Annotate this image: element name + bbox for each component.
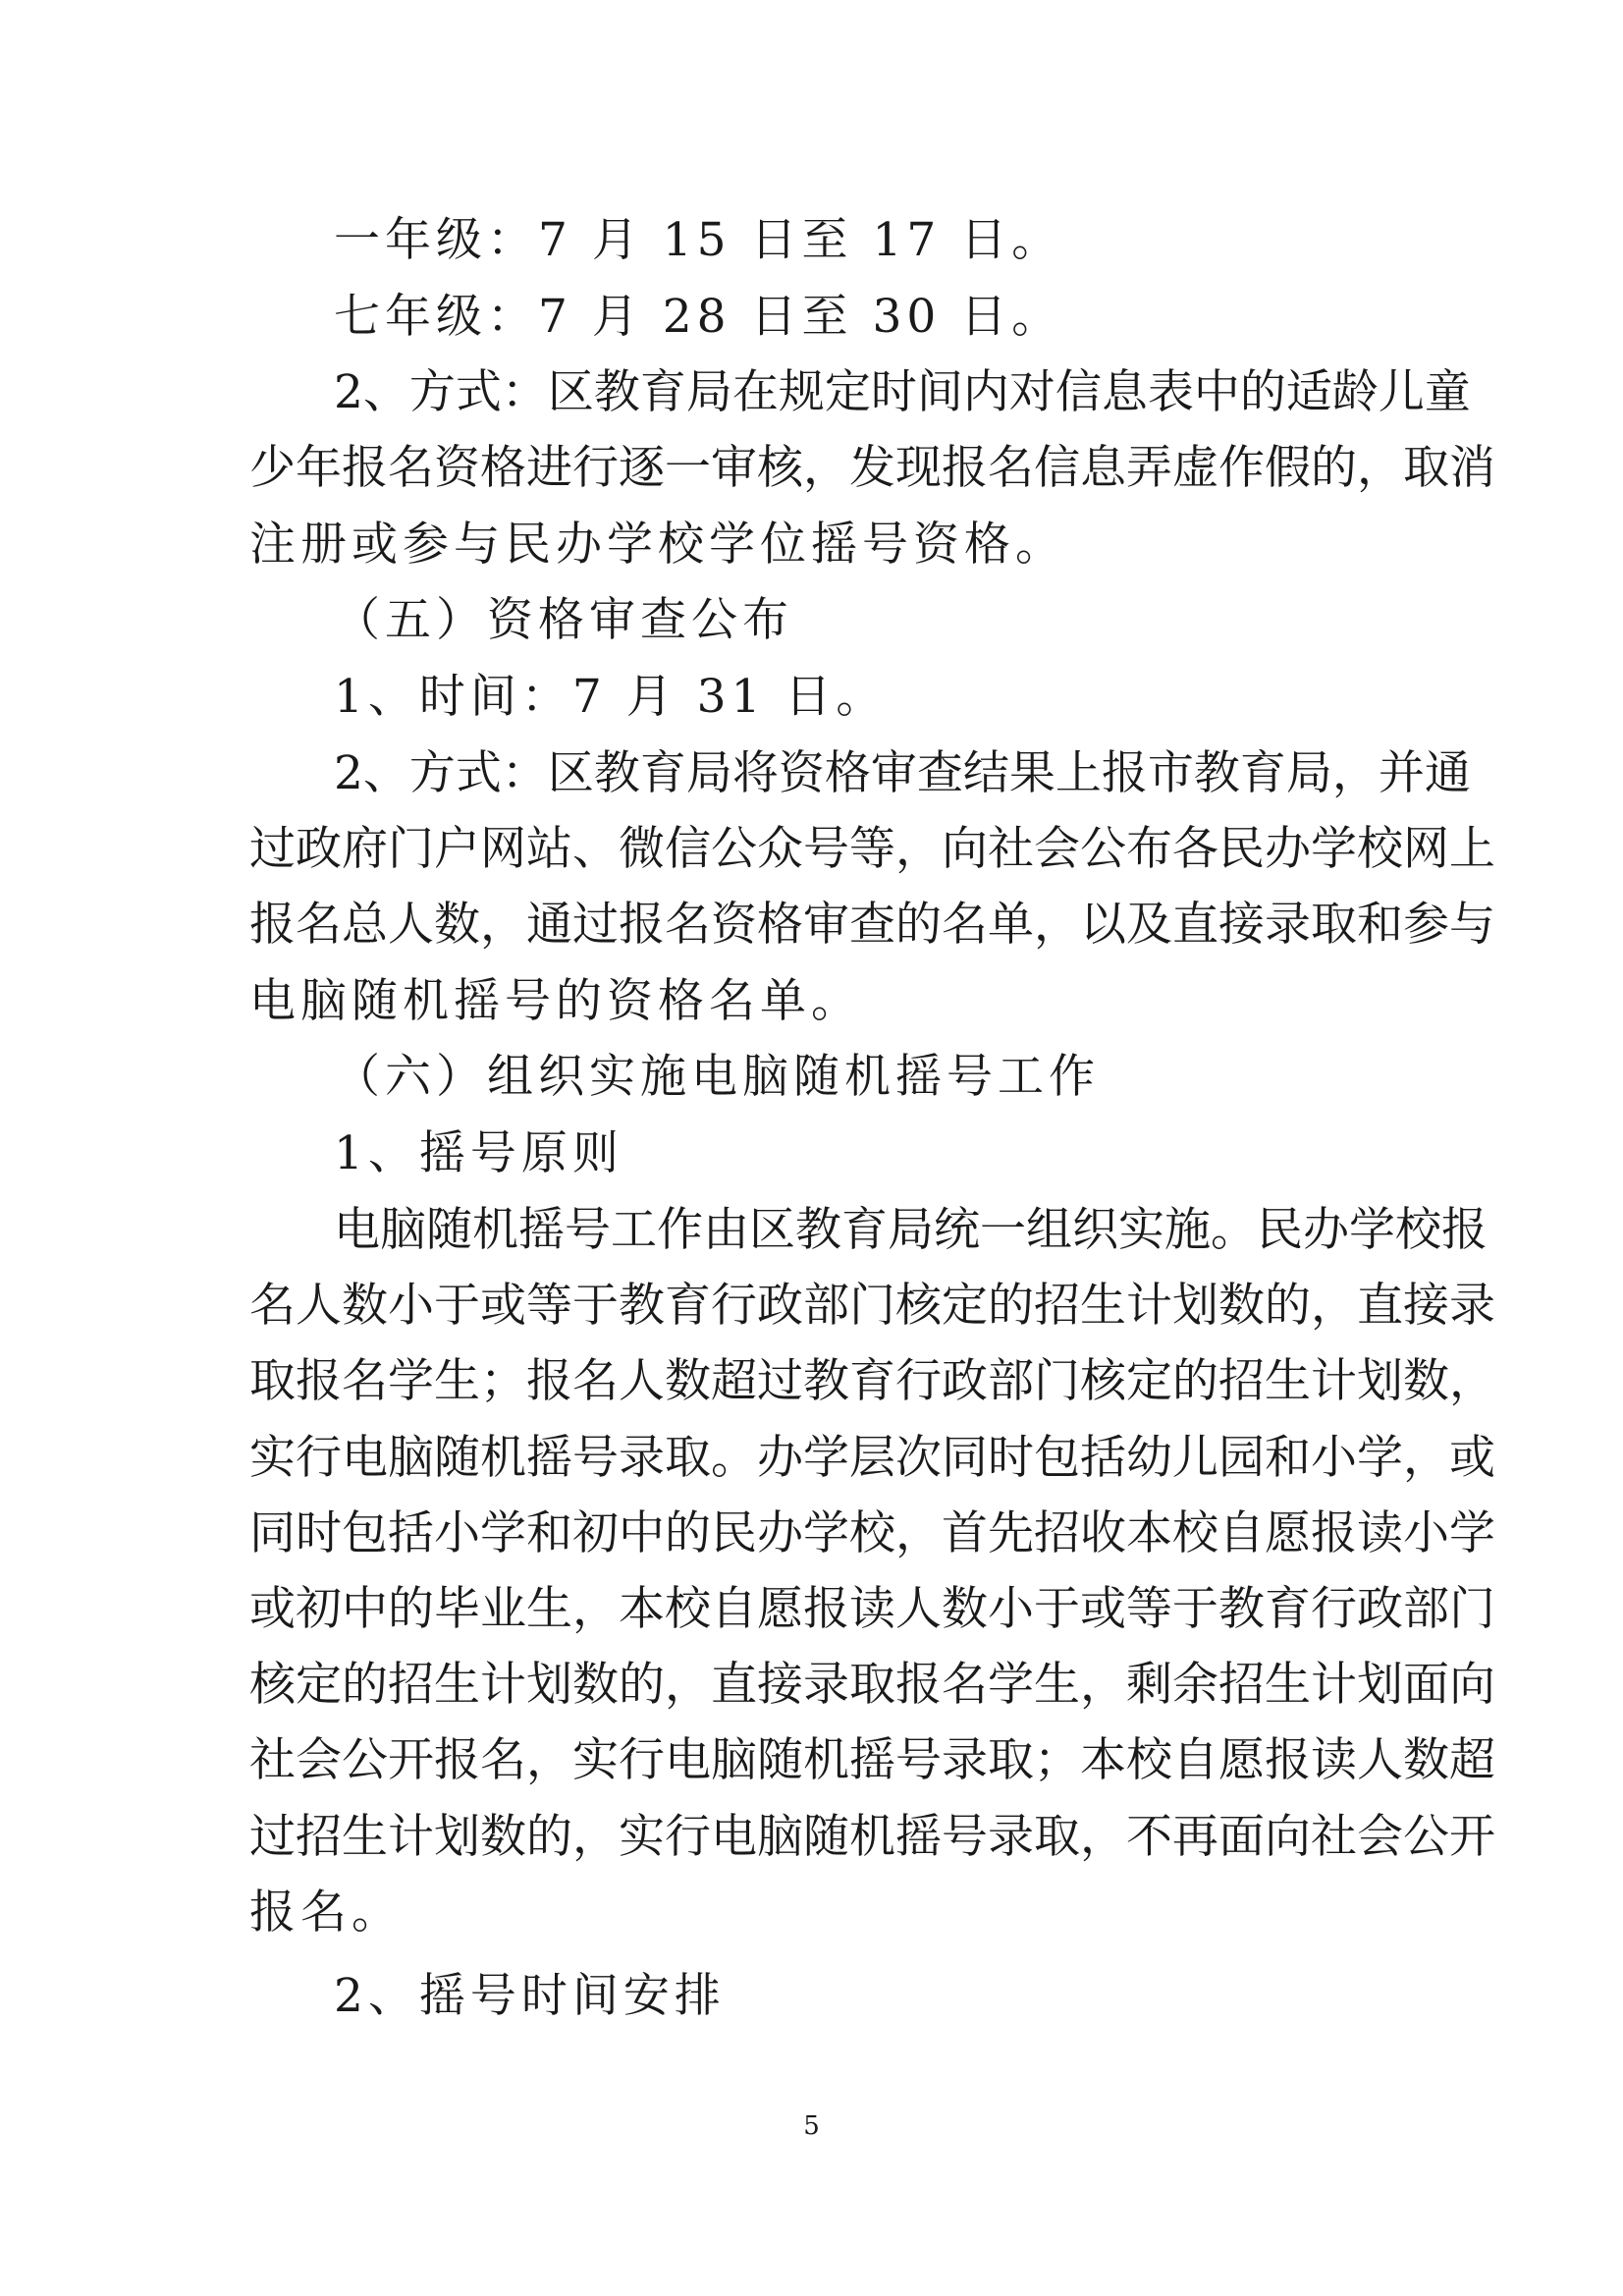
section-heading: （五）资格审查公布 <box>334 593 793 647</box>
text-line: 过招生计划数的，实行电脑随机摇号录取，不再面向社会公开 <box>249 1810 1495 1864</box>
text-line: 报名。 <box>249 1886 403 1940</box>
text-line: 少年报名资格进行逐一审核，发现报名信息弄虚作假的，取消 <box>249 441 1495 495</box>
text-line: 同时包括小学和初中的民办学校，首先招收本校自愿报读小学 <box>249 1506 1495 1560</box>
text-line: 实行电脑随机摇号录取。办学层次同时包括幼儿园和小学，或 <box>249 1431 1495 1485</box>
subsection-heading: 1、摇号原则 <box>334 1126 623 1180</box>
text-line: 2、方式：区教育局在规定时间内对信息表中的适龄儿童 <box>334 365 1471 419</box>
text-line: 报名总人数，通过报名资格审查的名单，以及直接录取和参与 <box>249 898 1495 952</box>
text-line: 电脑随机摇号工作由区教育局统一组织实施。民办学校报 <box>334 1203 1488 1257</box>
text-line: 电脑随机摇号的资格名单。 <box>249 974 862 1028</box>
text-line: 名人数小于或等于教育行政部门核定的招生计划数的，直接录 <box>249 1279 1495 1333</box>
subsection-heading: 2、摇号时间安排 <box>334 1969 726 2023</box>
text-line: 七年级：7 月 28 日至 30 日。 <box>334 290 1063 344</box>
text-line: 注册或参与民办学校学位摇号资格。 <box>249 518 1066 572</box>
text-line: 社会公开报名，实行电脑随机摇号录取；本校自愿报读人数超 <box>249 1733 1495 1787</box>
text-line: 核定的招生计划数的，直接录取报名学生，剩余招生计划面向 <box>249 1658 1495 1712</box>
page-number: 5 <box>803 2111 820 2141</box>
text-line: 2、方式：区教育局将资格审查结果上报市教育局，并通 <box>334 746 1471 800</box>
text-line: 过政府门户网站、微信公众号等，向社会公布各民办学校网上 <box>249 822 1495 876</box>
section-heading: （六）组织实施电脑随机摇号工作 <box>334 1050 1100 1104</box>
text-line: 取报名学生；报名人数超过教育行政部门核定的招生计划数， <box>249 1354 1495 1408</box>
text-line: 一年级：7 月 15 日至 17 日。 <box>334 213 1063 267</box>
text-line: 或初中的毕业生，本校自愿报读人数小于或等于教育行政部门 <box>249 1582 1495 1636</box>
text-line: 1、时间：7 月 31 日。 <box>334 670 888 724</box>
